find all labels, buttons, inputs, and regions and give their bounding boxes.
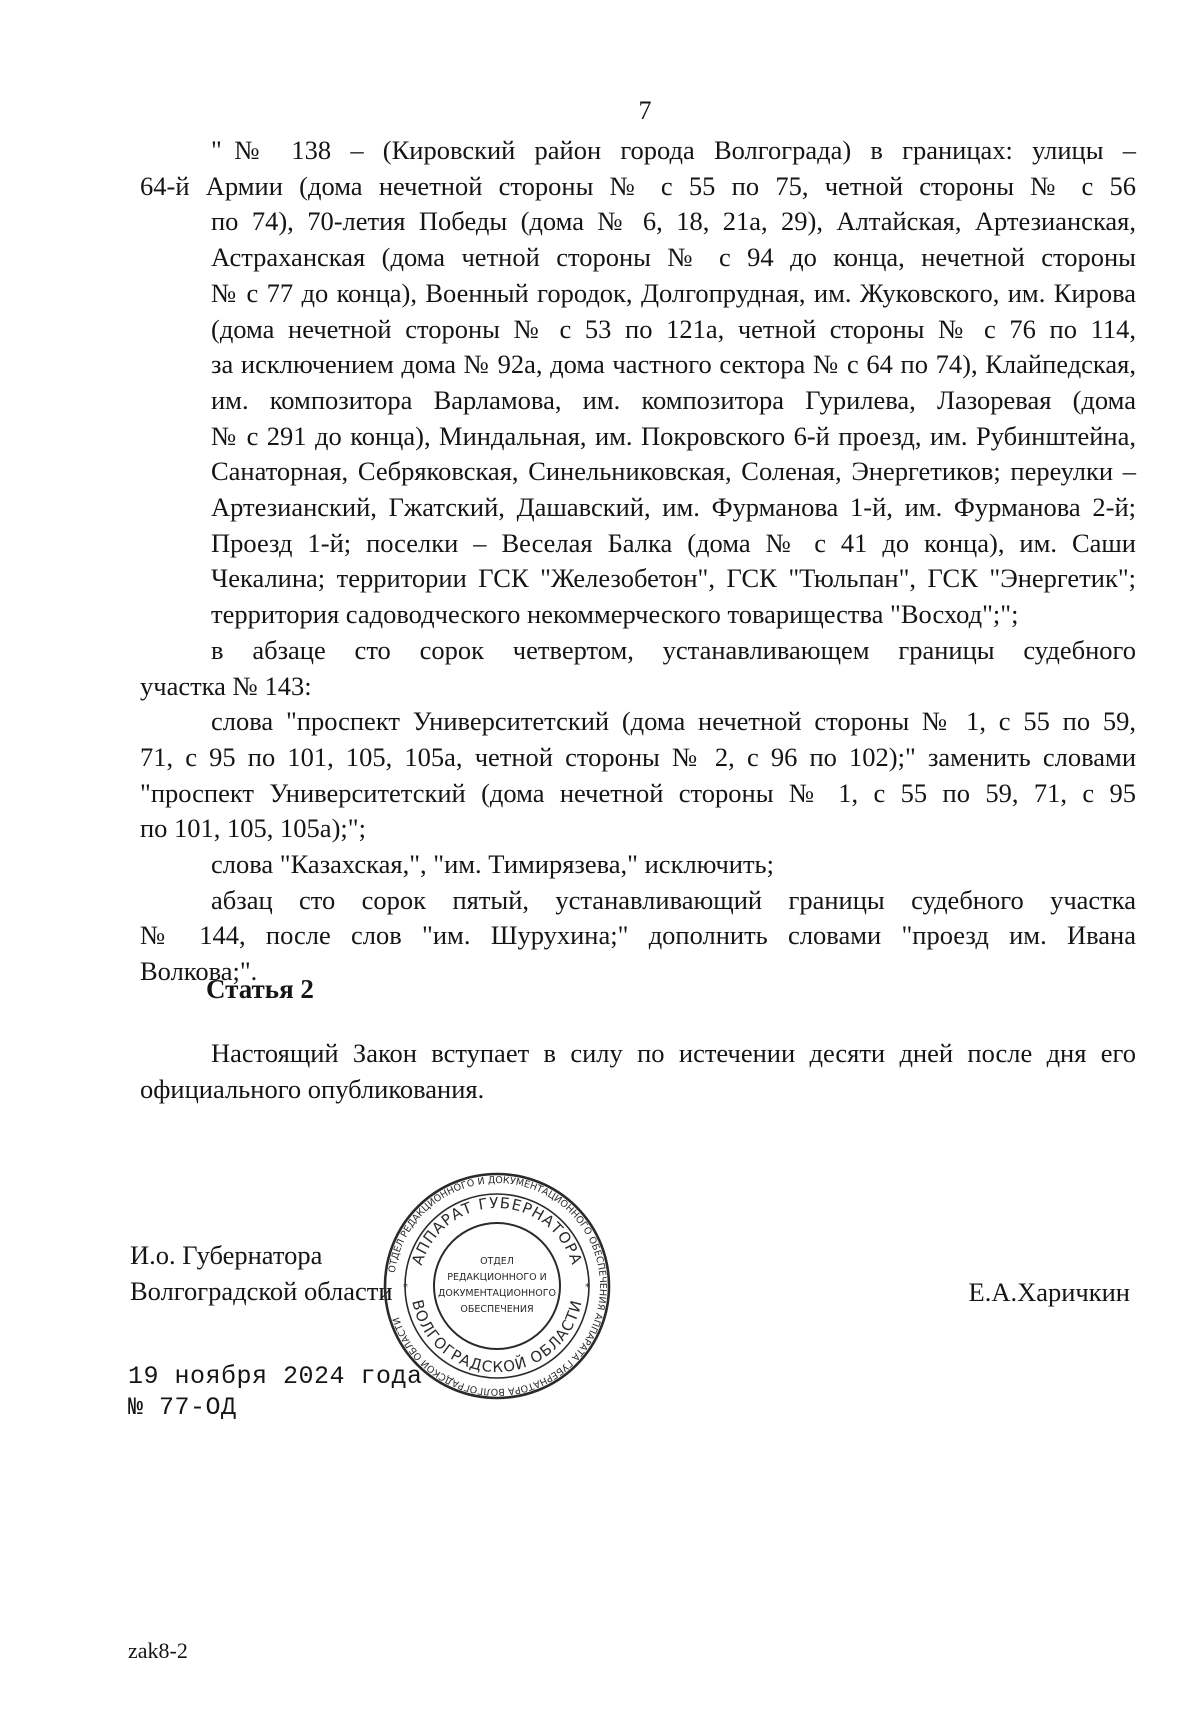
text-line: официального опубликования. [140,1073,485,1104]
text-line: Артезианский, Гжатский, Дашавский, им. Фурманова 1-й, им. Фурманова 2-й; [211,492,1136,523]
text-line: (дома нечетной стороны № с 53 по 121а, четной стороны № с 76 по 114, [211,313,1136,344]
stamp-center-line: РЕДАКЦИОННОГО И [447,1272,547,1283]
article-heading: Статья 2 [206,974,314,1004]
text-line: № 144, после слов "им. Шурухина;" дополнить словами "проезд им. Ивана [140,920,1136,951]
text-line: № с 77 до конца), Военный городок, Долгопрудная, им. Жуковского, им. Кирова [211,277,1136,308]
stamp-lower-arc-text: ВОЛГОГРАДСКОЙ ОБЛАСТИ [408,1297,586,1377]
text-line: Волкова;". [140,956,258,987]
law-number: № 77-ОД [128,1393,237,1422]
text-line: по 74), 70-летия Победы (дома № 6, 18, 21а, 29), Алтайская, Артезианская, [211,206,1136,237]
text-line: им. композитора Варламова, им. композитора Гурилева, Лазоревая (дома [211,384,1136,415]
signatory-name: Е.А.Харичкин [968,1277,1130,1307]
text-line: в абзаце сто сорок четвертом, устанавливающем границы судебного [211,634,1136,665]
paragraph-replace [140,704,1136,847]
text-line: участка № 143: [140,670,312,701]
text-line: слова "проспект Университетский (дома нечетной стороны № 1, с 55 по 59, [211,706,1136,737]
signatory-title-line: И.о. Губернатора [130,1240,323,1270]
text-line: Санаторная, Себряковская, Синельниковская, Соленая, Энергетиков; переулки – [211,456,1136,487]
page-number: 7 [638,96,652,125]
text-line: абзац сто сорок пятый, устанавливающий границы судебного участка [211,884,1136,915]
amendment-text [140,133,1136,990]
signatory-title [130,1237,393,1309]
stamp-outer-text: ОТДЕЛ РЕДАКЦИОННОГО И ДОКУМЕНТАЦИОННОГО ОБЕСПЕЧЕНИЯ АППАРАТА ГУБЕРНАТОРА ВОЛГОГРАДСКОЙ ОБЛАСТИ [386,1174,609,1398]
text-line: 71, с 95 по 101, 105, 105а, четной стороны № 2, с 96 по 102);" заменить словами [140,741,1136,772]
text-line: за исключением дома № 92а, дома частного сектора № с 64 по 74), Клайпедская, [211,349,1136,380]
paragraph-exclude [140,847,1136,883]
text-line: Настоящий Закон вступает в силу по истечении десяти дней после дня его [211,1038,1136,1068]
law-date: 19 ноября 2024 года [128,1362,423,1391]
stamp-star-icon: * [585,1282,590,1293]
text-line: № с 291 до конца), Миндальная, им. Покровского 6-й проезд, им. Рубинштейна, [211,420,1136,451]
stamp-star-icon: * [403,1282,408,1293]
stamp-center-line: ОБЕСПЕЧЕНИЯ [460,1304,534,1315]
text-line: Проезд 1-й; поселки – Веселая Балка (дома № с 41 до конца), им. Саши [211,527,1136,558]
text-line: по 101, 105, 105а);"; [140,813,366,844]
text-line: "№ 138 – (Кировский район города Волгограда) в границах: улицы – [211,135,1136,165]
date-number-block [128,1361,423,1423]
text-line: "проспект Университетский (дома нечетной стороны № 1, с 55 по 59, 71, с 95 [140,777,1136,808]
paragraph-144-intro [140,633,1136,704]
stamp-upper-arc-text: АППАРАТ ГУБЕРНАТОРА [408,1193,586,1268]
stamp-inner-ring [434,1223,560,1349]
stamp-center-line: ОТДЕЛ [480,1256,514,1267]
text-line: Чекалина; территории ГСК "Железобетон", ГСК "Тюльпан", ГСК "Энергетик"; [211,563,1136,594]
signatory-title-line: Волгоградской области [130,1276,393,1306]
text-line: Астраханская (дома четной стороны № с 94 до конца, нечетной стороны [211,242,1136,273]
article-2-text [140,1036,1136,1107]
amendment-paragraph-138 [140,133,1136,633]
footer-code: zak8-2 [128,1638,188,1663]
text-line: 64-й Армии (дома нечетной стороны № с 55 по 75, четной стороны № с 56 [140,170,1136,201]
stamp-center-line: ДОКУМЕНТАЦИОННОГО [437,1288,557,1299]
text-line: слова "Казахская,", "им. Тимирязева," исключить; [211,849,774,880]
text-line: территория садоводческого некоммерческого товарищества "Восход";"; [211,599,1019,630]
